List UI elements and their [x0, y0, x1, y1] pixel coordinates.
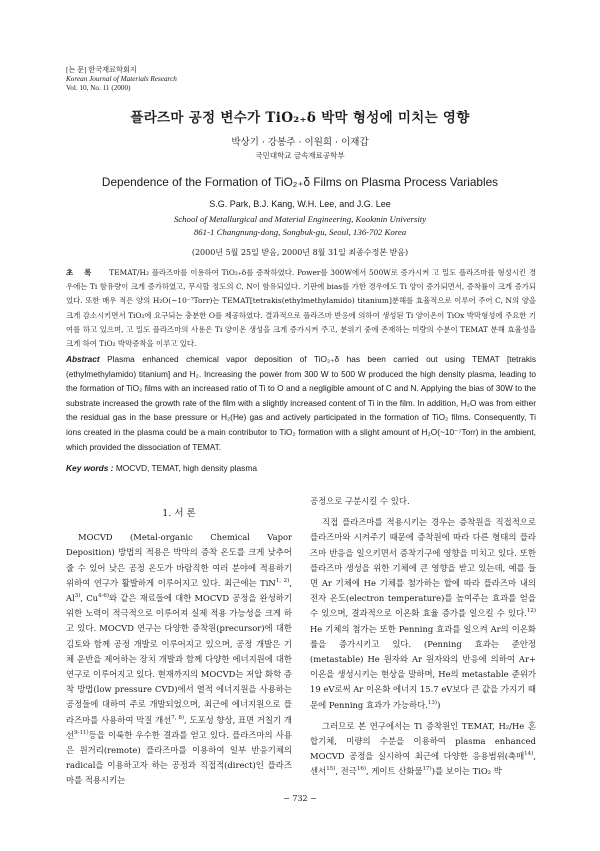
text-run: 와 같은 재료들에 대한 MOCVD 공정을 완성하기 위한 노력이 적극적으로 이루어져 실제 적용 가능성을 크게 하고 있다. MOCVD 연구는 다양한 증착원(precursor)에 대한 김토와 함께 공정 개발로 이루어지고 있으며, 공정 개발은 기체 운반을 제어하는 장치 개발과 함께 다양한 에너지원에 대한 연구로 이루어지고 있다. 현재까지의 MOCVD는 저압 화학 증착 방법(low pressure CVD)에서 열적 에너지원을 사용하는 공정들에 대하여 주로 개발되었으며, 최근에 에너지원으로 플라즈마를 사용하여 막질 개선: [66, 593, 292, 725]
journal-header: [66, 66, 177, 93]
abstract-english-text: Plasma enhanced chemical vapor deposition of TiO₂₊δ has been carried out using TEMAT [tetrakis (ethylmethylamido) titanium] and H₂. Increasing the power from 300 W to 500 W produced the high density plasma, leading to the formation of TiO₂ films with an increased ratio of Ti to O and a negligible amount of C and N. Applying the bias of 30W to the substrate increased the growth rate of the film with a slightly increased content of Ti in the film. In addition, H₂O was from either the residual gas in the base pressure or H₂(He) gas and actively participated in the formation of TiO₂ films. Consequently, Ti ions created in the plasma could be a main contributor to TiO₂ formation with a slight amount of H₂O(~10⁻⁷Torr) in the ambient, which provided the dissociation of TEMAT.: [66, 354, 536, 452]
title-korean: 플라즈마 공정 변수가 TiO₂₊δ 박막 형성에 미치는 영향: [130, 110, 470, 126]
text-run: , Al: [66, 577, 292, 604]
affiliation-english-line1: School of Metallurgical and Material Engineering, Kookmin University: [173, 214, 427, 224]
text-run: 등을 이룩한 우수한 결과를 얻고 있다. 플라즈마의 사용은 원거리(remote) 플라즈마를 이용하여 일부 반응기체의 radical을 이용하고자 하는 공정과 직접적(direct)인 플라즈마를 적용시키는: [66, 729, 292, 786]
citation: 4-6): [98, 593, 110, 600]
keywords: [66, 463, 257, 473]
text-run: )를 보이는 TiO₂ 박: [431, 766, 502, 777]
keywords-text: MOCVD, TEMAT, high density plasma: [115, 463, 257, 473]
affiliation-korean: 국민대학교 금속재료공학부: [255, 151, 345, 160]
journal-name-en: Korean Journal of Materials Research: [66, 75, 177, 83]
keywords-label: Key words :: [66, 463, 114, 473]
text-run: MOCVD (Metal-organic Chemical Vapor Deposition) 방법의 적용은 박막의 증착 온도를 크게 낮추어 줄 수 있어 낮은 공정 온도가 바람직한 여러 분야에 적용하기 위하여 연구가 활발하게 이루어지고 있다. 최근에는 TiN: [66, 532, 292, 588]
authors-english: S.G. Park, B.J. Kang, W.H. Lee, and J.G. Lee: [209, 199, 391, 209]
text-run: He 기체의 첨가는 또한 Penning 효과를 일으켜 Ar의 이온화률을 증가시키고 있다. (Penning 효과는 준안정(metastable) He 원자와 Ar 원자와의 반응에 의하여 Ar+ 이온을 생성시키는 현상을 말하며, He의 metastable 준위가 19 eV로써 Ar 이온화 에너지 15.7 eV보다 큰 값을 가지기 때문에 Penning 효과가 가능하다.: [310, 623, 536, 710]
text-run: , 게이트 산화물: [366, 766, 423, 777]
text-run: 그러므로 본 연구에서는 Ti 증착원인 TEMAT, H₂/He 혼합기체, 미량의 수분을 이용하여 plasma enhanced MOCVD 공정을 실시하여 최근에 다양한 응용범위(축매: [310, 720, 536, 762]
citation: 14): [524, 751, 534, 758]
journal-volume: Vol. 10, No. 11 (2000): [66, 84, 131, 92]
text-run: 직접 플라즈마를 적용시키는 경우는 증착원을 직접적으로 플라즈마와 시켜주기 때문에 증착원에 따라 다른 형태의 플라즈마 반응을 일으키면서 증착기구에 영향을 미치고 있다. 또한 플라즈마 생성을 위한 기체에 큰 영향을 받고 있는데, 예를 들면 Ar 기체에 He 기체를 첨가하는 할에 따라 플라즈마 내의 전자 온도(electron temperature)를 높여주는 효과를 얻을 수 있으며, 결과적으로 이온화 효율 증가를 일으킬 수 있다.: [310, 517, 536, 619]
affiliation-english-line2: 861-1 Changnung-dong, Songbuk-gu, Seoul, 136-702 Korea: [193, 227, 407, 237]
page-number: − 732 −: [283, 794, 317, 803]
citation: 3): [74, 593, 81, 600]
body-column-right: [310, 494, 536, 780]
intro-paragraph-1: [66, 530, 292, 788]
abstract-english-label: Abstract: [66, 354, 100, 364]
intro-paragraph-1-cont: 공정으로 구분시킬 수 있다.: [310, 496, 410, 506]
text-run: , 도포성 향상, 표면 거칠기 개선: [66, 714, 292, 740]
abstract-korean-text: TEMAT/H₂ 플라즈마를 이용하여 TiO₂₊δ를 증착하였다. Power를 300W에서 500W로 증가시켜 고 밀도 플라즈마를 형성시킨 경우에는 Ti 함유량이 크게 증가하였고, 무시할 정도의 C, N이 함유되었다. 기판에 bias를 가한 경우에도 Ti 양이 증가되면서, 증착률이 크게 증가되었다. 또한 매우 적은 양의 H₂O(~10⁻⁷Torr)는 TEMAT[tetrakis(ethylmethylamido) titanium]분해를 효율적으로 이루어 주어 C, N의 양을 크게 감소시키면서 TiO₂에 요구되는 충분한 O를 제공하였다. 결과적으로 플라즈마 반응에 의하여 생성된 Ti 양이온이 TiOx 박막형성에 주요한 기여를 하고 있으며, 고 밀도 플라즈마의 사용은 Ti 양이온 생성을 크게 증가시켜 주고, 분위기 중에 존재하는 미량의 수분이 TEMAT 분해 효율성을 크게 하여 TiO₂ 박막증착을 이루고 있다.: [66, 268, 536, 349]
body-column-left: [66, 494, 292, 789]
title-english: Dependence of the Formation of TiO₂₊δ Films on Plasma Process Variables: [101, 175, 499, 189]
journal-section: [논 문] 한국재료학회지: [66, 66, 137, 74]
text-run: , 전극: [335, 766, 357, 777]
text-run: , Cu: [80, 593, 99, 604]
abstract-korean-label: 초 록: [66, 268, 96, 277]
citation: 9-11): [74, 730, 89, 737]
section-heading-introduction: 1. 서 론: [162, 508, 196, 519]
abstract-english: [66, 352, 536, 454]
citation: 13): [427, 699, 438, 706]
citation: 7, 8): [171, 714, 184, 721]
intro-paragraph-3: [310, 719, 536, 780]
citation: 17): [422, 766, 432, 773]
affiliation-english: [0, 213, 600, 239]
authors-korean: 박상기 · 강봉주 · 이원희 · 이재갑: [231, 137, 369, 148]
received-date: (2000년 5월 25일 받음, 2000년 8월 31일 최종수정본 받음): [191, 248, 409, 257]
citation: 1, 2): [275, 578, 290, 585]
intro-paragraph-2: [310, 515, 536, 713]
text-run: , 센서: [310, 751, 536, 777]
citation: 15): [326, 766, 336, 773]
text-run: ): [437, 699, 441, 710]
citation: 16): [356, 766, 367, 773]
abstract-korean: [66, 266, 536, 351]
citation: 12): [526, 608, 536, 615]
